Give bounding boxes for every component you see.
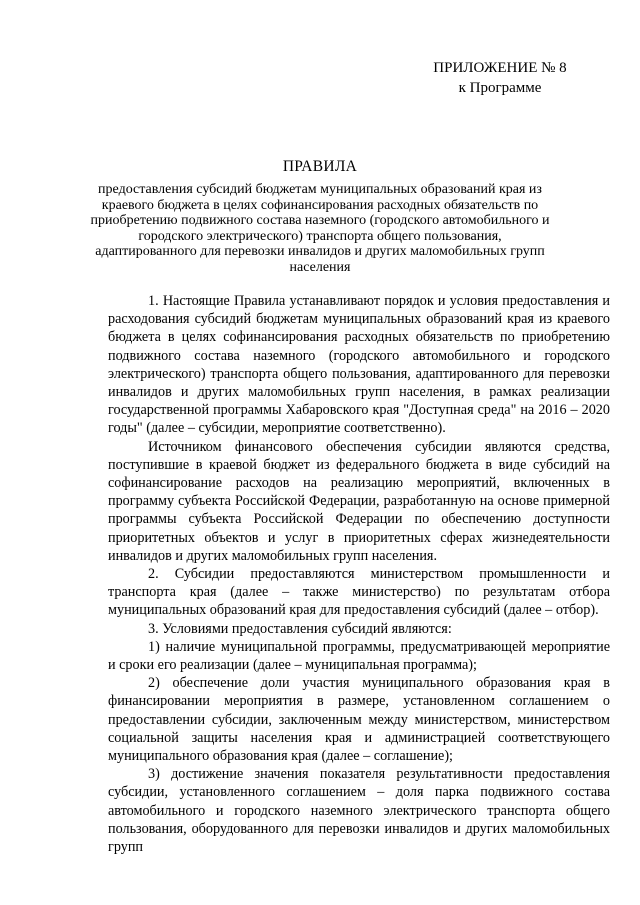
paragraph: 1. Настоящие Правила устанавливают порядок и условия предоставления и расходования субсидий бюджетам муниципальных образований края из краевого бюджета в целях софинансирования расходных обязательств по приобретению подвижного состава наземного (городского автомобильного и городского электрического) транспорта общего пользования, адаптированного для перевозки инвалидов и других маломобильных групп населения, в рамках реализации государственной программы Хабаровского края "Доступная среда" на 2016 – 2020 годы" (далее – субсидии, мероприятие соответственно). bbox=[108, 293, 610, 437]
document-title: ПРАВИЛА bbox=[282, 158, 358, 175]
annex-reference: к Программе bbox=[458, 80, 542, 96]
annex-header bbox=[400, 58, 600, 98]
document-subtitle: предоставления субсидий бюджетам муниципальных образований края из краевого бюджета в целях софинансирования расходных обязательств по приобретению подвижного состава наземного (городского автомобильного и городского электрического) транспорта общего пользования, адаптированного для перевозки инвалидов и других маломобильных групп населения bbox=[90, 182, 550, 275]
paragraph: 1) наличие муниципальной программы, предусматривающей мероприятие и сроки его реализации (далее – муниципальная программа); bbox=[108, 638, 610, 674]
paragraph: Источником финансового обеспечения субсидии являются средства, поступившие в краевой бюджет из федерального бюджета в виде субсидий на софинансирование расходов на реализацию мероприятий, включенных в программу субъекта Российской Федерации, разработанную на основе примерной программы субъекта Российской Федерации по обеспечению доступности приоритетных объектов и услуг в приоритетных сферах жизнедеятельности инвалидов и других маломобильных групп населения. bbox=[108, 438, 610, 564]
paragraph: 2. Субсидии предоставляются министерством промышленности и транспорта края (далее – также министерство) по результатам отбора муниципальных образований края для предоставления субсидий (далее – отбор). bbox=[108, 566, 610, 619]
paragraph: 3. Условиями предоставления субсидий являются: bbox=[148, 620, 452, 637]
document-body bbox=[108, 292, 610, 856]
annex-number: ПРИЛОЖЕНИЕ № 8 bbox=[433, 60, 567, 76]
paragraph: 3) достижение значения показателя результативности предоставления субсидии, установленного соглашением – доля парка подвижного состава автомобильного и городского наземного электрического транспорта общего пользования, оборудованного для перевозки инвалидов и других маломобильных групп bbox=[108, 766, 610, 856]
paragraph: 2) обеспечение доли участия муниципального образования края в финансировании мероприятия в размере, установленном соглашением о предоставлении субсидии, заключенным между министерством, министерством социальной защиты населения края и администрацией соответствующего муниципального образования края (далее – соглашение); bbox=[108, 675, 610, 765]
